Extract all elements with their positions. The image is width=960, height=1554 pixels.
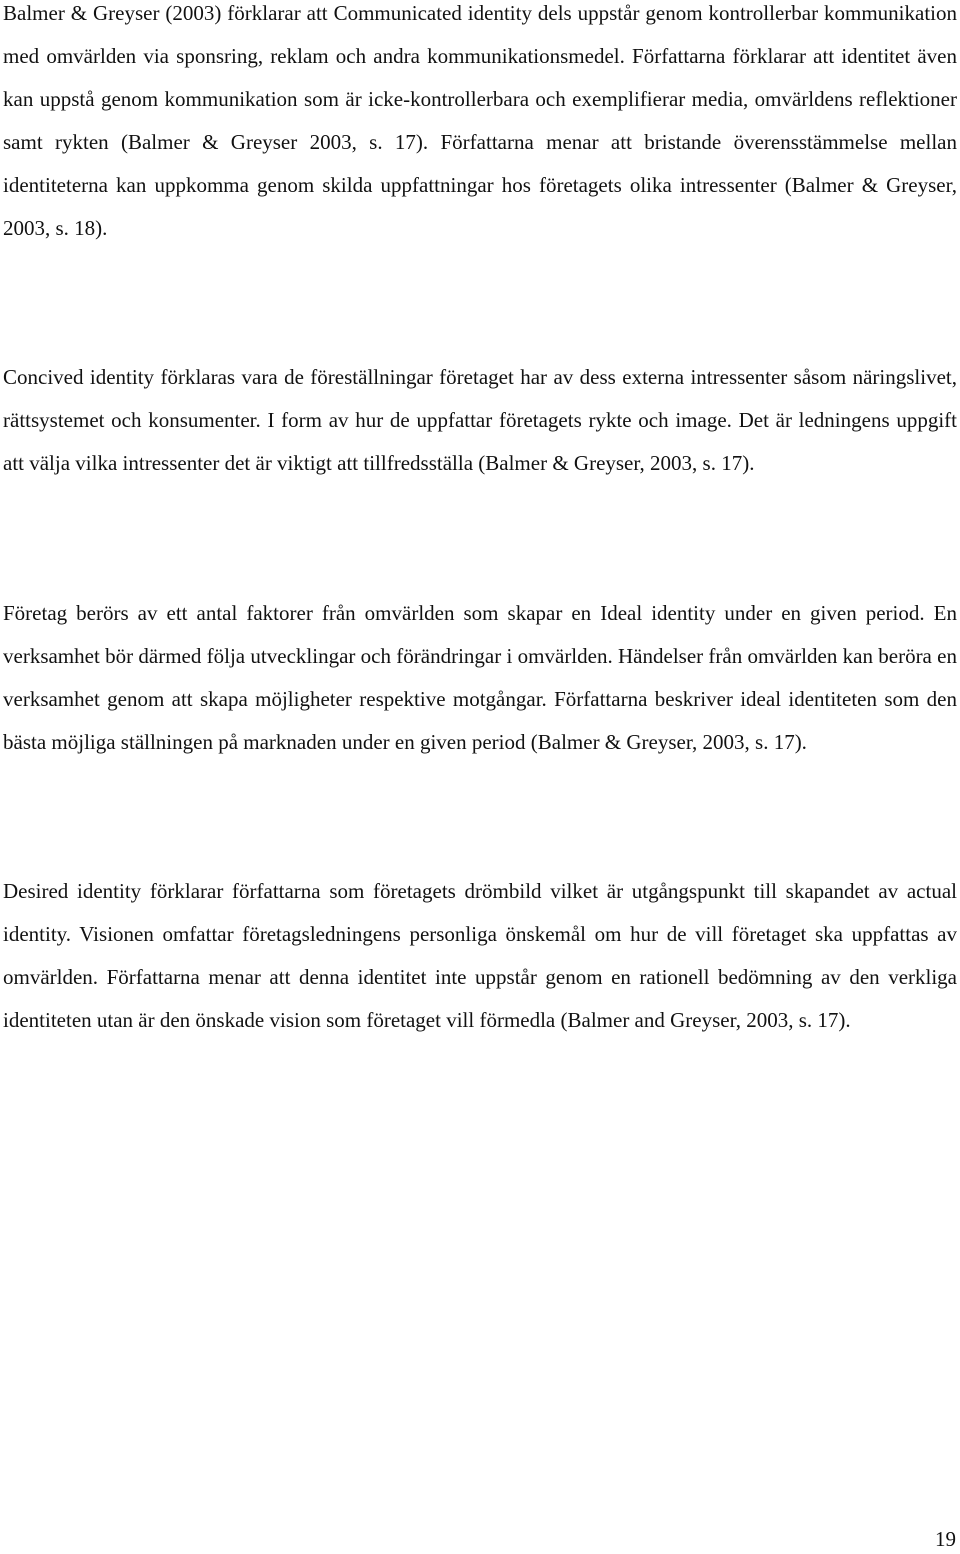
paragraph-ideal-identity: Företag berörs av ett antal faktorer från omvärlden som skapar en Ideal identity under en given period. En verksamhet bör därmed följa utvecklingar och förändringar i omvärlden. Händelser från omvärlden kan beröra en verksamhet genom att skapa möjligheter respektive motgångar. Författarna beskriver ideal identiteten som den bästa möjliga ställningen på marknaden under en given period (Balmer & Greyser, 2003, s. 17). <box>3 601 957 754</box>
page-number: 19 <box>935 1527 956 1551</box>
paragraph-conceived-identity: Concived identity förklaras vara de föreställningar företaget har av dess externa intressenter såsom näringslivet, rättsystemet och konsumenter. I form av hur de uppfattar företagets rykte och image. Det är ledningens uppgift att välja vilka intressenter det är viktigt att tillfredsställa (Balmer & Greyser, 2003, s. 17). <box>3 365 957 475</box>
paragraph-desired-identity: Desired identity förklarar författarna som företagets drömbild vilket är utgångspunkt till skapandet av actual identity. Visionen omfattar företagsledningens personliga önskemål om hur de vill företaget ska uppfattas av omvärlden. Författarna menar att denna identitet inte uppstår genom en rationell bedömning av den verkliga identiteten utan är den önskade vision som företaget vill förmedla (Balmer and Greyser, 2003, s. 17). <box>3 879 957 1032</box>
paragraph-communicated-identity: Balmer & Greyser (2003) förklarar att Communicated identity dels uppstår genom kontrollerbar kommunikation med omvärlden via sponsring, reklam och andra kommunikationsmedel. Författarna förklarar att identitet även kan uppstå genom kommunikation som är icke-kontrollerbara och exemplifierar media, omvärldens reflektioner samt rykten (Balmer & Greyser 2003, s. 17). Författarna menar att bristande överensstämmelse mellan identiteterna kan uppkomma genom skilda uppfattningar hos företagets olika intressenter (Balmer & Greyser, 2003, s. 18). <box>3 1 957 240</box>
